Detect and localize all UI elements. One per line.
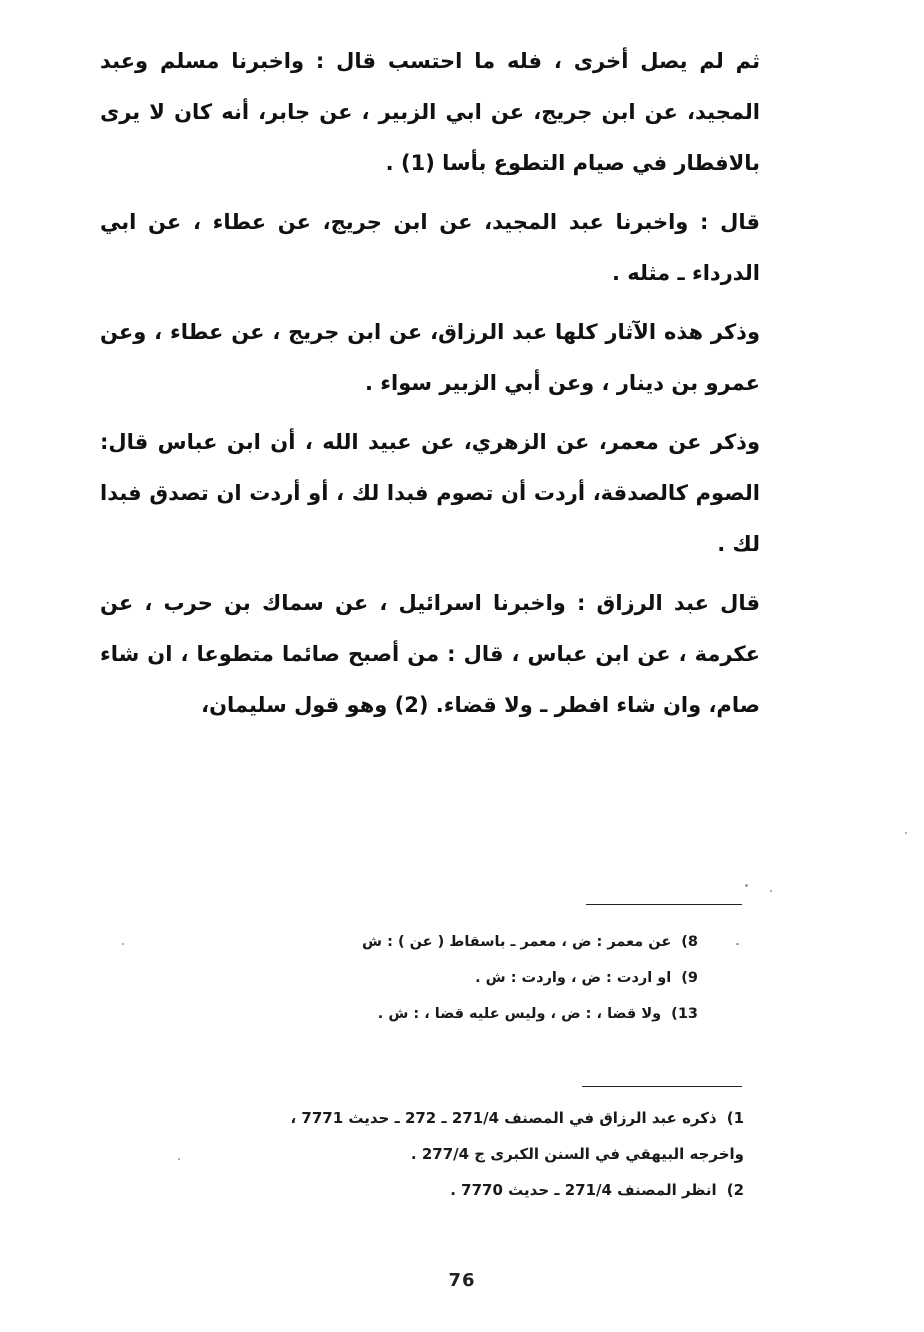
footnote-text: ذكره عبد الرزاق في المصنف 271/4 ـ 272 ـ حديث 7771 ، (290, 1109, 717, 1127)
variant-notes (258, 924, 698, 1032)
variant-note (258, 924, 698, 960)
scan-speck (770, 890, 772, 892)
variant-note-text: او اردت : ض ، واردت : ش . (475, 970, 672, 986)
footnote-continuation-text: واخرجه البيهقي في السنن الكبرى ج 277/4 . (410, 1145, 744, 1163)
variant-note-text: عن معمر : ض ، معمر ـ باسقاط ( عن ) : ش (362, 934, 672, 950)
scan-speck (745, 884, 748, 887)
footnote (94, 1100, 744, 1136)
footnote (94, 1172, 744, 1208)
variant-note-number: 8) (681, 934, 698, 950)
paragraph-5: قال عبد الرزاق : واخبرنا اسرائيل ، عن سماك بن حرب ، عن عكرمة ، عن ابن عباس ، قال : من أصبح صائما متطوعا ، ان شاء صام، وان شاء افطر ـ ولا قضاء. (2) وهو قول سليمان، (100, 591, 760, 717)
scan-speck (736, 943, 739, 945)
variant-note (258, 960, 698, 996)
paragraph-2: قال : واخبرنا عبد المجيد، عن ابن جريج، عن عطاء ، عن ابي الدرداء ـ مثله . (100, 210, 760, 285)
page-number: 76 (448, 1270, 476, 1291)
footnote-continuation (94, 1136, 744, 1172)
main-text (100, 36, 760, 739)
paragraph-1: ثم لم يصل أخرى ، فله ما احتسب قال : واخبرنا مسلم وعبد المجيد، عن ابن جريج، عن ابي الزبير ، عن جابر، أنه كان لا يرى بالافطار في صيام التطوع بأسا (1) . (100, 49, 760, 175)
variant-note (258, 996, 698, 1032)
variant-note-number: 13) (671, 1006, 698, 1022)
scan-speck (122, 943, 124, 945)
footnotes-separator-line (582, 1086, 742, 1087)
scan-speck (905, 832, 907, 834)
scan-speck (178, 1158, 180, 1160)
footnotes (94, 1100, 744, 1208)
footnote-number: 2) (726, 1181, 744, 1199)
variants-separator-line (586, 904, 742, 905)
footnote-number: 1) (726, 1109, 744, 1127)
paragraph-4: وذكر عن معمر، عن الزهري، عن عبيد الله ، أن ابن عباس قال: الصوم كالصدقة، أردت أن تصوم فبدا لك ، أو أردت ان تصدق فبدا لك . (100, 430, 760, 556)
footnote-text: انظر المصنف 271/4 ـ حديث 7770 . (450, 1181, 717, 1199)
paragraph-3: وذكر هذه الآثار كلها عبد الرزاق، عن ابن جريج ، عن عطاء ، وعن عمرو بن دينار ، وعن أبي الزبير سواء . (100, 320, 760, 395)
variant-note-number: 9) (681, 970, 698, 986)
variant-note-text: ولا قضا ، : ض ، وليس عليه قضا ، : ش . (377, 1006, 662, 1022)
